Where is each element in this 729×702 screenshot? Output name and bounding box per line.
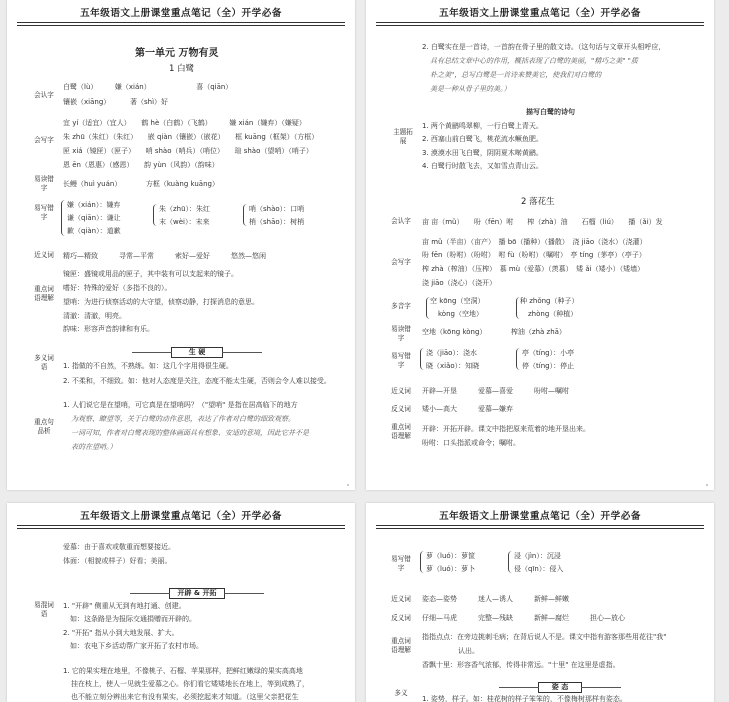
lesson-title: 2 落花生 <box>521 197 555 207</box>
label-zhongdian: 重点词语理解 <box>391 637 411 654</box>
label-duoyi: 多义 <box>394 689 408 697</box>
label-yixie: 易写错字 <box>34 204 54 221</box>
label-zhongdian: 重点词语理解 <box>391 423 411 440</box>
label-xiezi: 会写字 <box>34 136 54 144</box>
zhongdian-item: 认出。 <box>458 647 479 655</box>
compare-item: 如：农电下乡活动帮广家开拓了农村市场。 <box>63 642 203 650</box>
zhongdianju-line: 一词可知，作者对白鹭表现的整体画面具有想象、安适的意境，因此它并不是 <box>71 429 309 437</box>
yixie-item: 梢（shāo）：树梢 <box>249 218 305 226</box>
page-mark <box>706 484 708 486</box>
label-fanyi: 反义词 <box>391 405 411 413</box>
definition-line: 爱慕：由于喜欢或敬重而想要接近。 <box>63 543 175 551</box>
jinyi-line: 精巧—精致 寻常—平常 索好—爱好 悠然—悠闲 <box>63 252 266 260</box>
page-header: 五年级语文上册课堂重点笔记（全）开学必备 <box>17 7 345 23</box>
poem-line: 1. 两个黄鹂鸣翠柳，一行白鹭上青天。 <box>422 122 543 130</box>
brace <box>243 204 247 226</box>
label-tuozhan: 主题拓展 <box>393 128 413 145</box>
xiezi-line: 宜 yí（适宜）（宜人） 鹤 hè（白鹤）（飞鹤） 嫌 xián（嫌弃）（嫌疑） <box>63 119 306 127</box>
page-header: 五年级语文上册课堂重点笔记（全）开学必备 <box>376 7 704 23</box>
zhongdian-item: 指指点点：在旁边挑刺毛病；在背后说人不是。课文中指有游客那些用花往"我" <box>422 633 667 641</box>
notes-page-3 <box>7 503 355 702</box>
yixie-item: 末（wèi）：末来 <box>159 218 210 226</box>
xiezi-line: 朱 zhū（朱红）（朱红） 嵌 qiàn（镶嵌）（嵌花） 框 kuāng（框架）（方框） <box>63 133 319 141</box>
yidu-line: 长鳗（huì yuán） 方框（kuàng kuāng） <box>63 180 219 188</box>
xiezi-line: 亩 mǔ（半亩）（亩产） 播 bō（播种）（播散） 浇 jiāo（浇水）（浇灌） <box>422 238 647 246</box>
analysis-line: 具有总结文章中心的作用，概括表现了白鹭的美丽，"精巧之美" "质 <box>430 57 638 65</box>
zhongdian-item: 韵味：形容声音韵律和有乐。 <box>63 325 154 333</box>
definition-line: 体面：（相貌或样子）好看；美丽。 <box>63 557 172 565</box>
label-yixie: 易写错字 <box>391 352 411 369</box>
zhongdian-item: 吩咐：口头指派或命令；嘱咐。 <box>422 439 520 447</box>
label-jinyi: 近义词 <box>34 251 54 259</box>
label-yihun: 易混词语 <box>34 601 54 618</box>
jinyi-line: 姿态—姿势 迷人—诱人 新鲜—鲜嫩 <box>422 595 569 603</box>
label-yidu: 易读错字 <box>34 175 54 192</box>
label-zhongdian: 重点词语理解 <box>34 285 54 302</box>
passage-line: 挂在枝上，使人一见就生爱慕之心。你们看它矮矮地长在地上，等到成熟了， <box>71 680 309 688</box>
analysis-line: 2. 白鹭实在是一首诗，一首韵在骨子里的散文诗。（这句话与文章开头相呼应， <box>422 43 666 51</box>
compare-item: 1. "开辟" 侧重从无到有地打通、创建。 <box>63 602 186 610</box>
passage-line: 1. 它的果实埋在地里，不像桃子、石榴、苹果那样，把鲜红嫩绿的果实高高地 <box>63 667 303 675</box>
compare-box: 开辟 & 开拓 <box>169 588 225 599</box>
zhongdian-item: 清澈：清澈，明亮。 <box>63 312 126 320</box>
zhongdian-item: 镜匣：盛镜或用品的匣子，其中装有可以支起来的镜子。 <box>63 270 238 278</box>
zhongdianju-line: 为观察、瞭望等，关于白鹭的动作意思，表达了作者对白鹭的细致观察。 <box>71 415 295 423</box>
label-duoyi: 多义词语 <box>34 354 54 371</box>
yixie-item: 浇（jiāo）：浇水 <box>426 349 477 357</box>
passage-line: 也不能立刻分辨出来它有没有果实，必须挖起来才知道。（这里父亲把花生 <box>71 693 299 701</box>
yixie-item: 停（tíng）：停止 <box>522 362 575 370</box>
notes-page-4 <box>366 503 714 702</box>
yixie-item: 萝（luó）：萝筐 <box>426 552 476 560</box>
page-mark <box>347 484 349 486</box>
renzi-line: 镶嵌（xiāng） 著（shì）好 <box>63 98 169 106</box>
label-fanyi: 反义词 <box>391 614 411 622</box>
duoyin-item: 空 kōng（空洞） <box>430 297 485 305</box>
brace <box>61 200 65 236</box>
label-zhongdianju: 重点句品析 <box>34 418 54 435</box>
label-xiezi: 会写字 <box>391 258 411 266</box>
label-yixie: 易写错字 <box>391 555 411 572</box>
poem-line: 4. 白鹭行时散飞去，又如雪点青山云。 <box>422 162 543 170</box>
duoyin-item: zhòng（种植） <box>528 310 578 318</box>
yixie-item: 萝（luó）：萝卜 <box>426 565 476 573</box>
yixie-item: 歉（qiàn）：道歉 <box>67 227 121 235</box>
yixie-item: 晓（xiǎo）：知晓 <box>426 362 480 370</box>
xiezi-line: 匣 xiá（镜匣）（匣子） 哨 shào（哨兵）（哨位） 瑄 shào（望哨）（哨子） <box>63 147 313 155</box>
page-header: 五年级语文上册课堂重点笔记（全）开学必备 <box>17 510 345 526</box>
yixie-item: 嫌（xián）：嫌弃 <box>67 201 121 209</box>
analysis-line: 朴之美"，总写白鹭是一首诗来赞美它，使我们对白鹭的 <box>430 71 602 79</box>
yixie-item: 哨（shào）：口哨 <box>249 205 305 213</box>
duoyi-item: 2. 不柔和，不细致。如：他对人态度是关注，态度不能太生硬，否则会令人难以接受。 <box>63 377 331 385</box>
analysis-line: 美是一种从骨子里的美。） <box>430 85 511 93</box>
poem-line: 2. 西塞山前白鹭飞，桃花流水鳜鱼肥。 <box>422 135 543 143</box>
notes-page-1 <box>7 0 355 490</box>
poem-line: 3. 漠漠水田飞白鹭，阴阴夏木啭黄鹂。 <box>422 149 543 157</box>
duoyin-item: 种 zhǒng（种子） <box>520 297 579 305</box>
poem-section-title: 描写白鹭的诗句 <box>526 108 575 116</box>
fanyi-line: 矮小—高大 爱慕—嫌弃 <box>422 405 513 413</box>
brace <box>153 204 157 226</box>
notes-page-2 <box>366 0 714 490</box>
duoyi-word-box: 姿 态 <box>538 682 582 693</box>
xiezi-line: 榨 zhà（榨油）（压榨） 慕 mù（爱慕）（羡慕） 矮 ǎi（矮小）（矮墙） <box>422 265 645 273</box>
brace <box>508 551 512 573</box>
label-duoyin: 多音字 <box>391 302 411 310</box>
xiezi-line: 浇 jiāo（浇心）（浇开） <box>422 279 497 287</box>
zhongdian-item: 嗜好：特殊的爱好（多指不良的）。 <box>63 284 172 292</box>
zhongdian-item: 香飘十里：形容香气浓郁，传得非常远。"十里" 在这里是虚指。 <box>422 661 620 669</box>
fanyi-line: 仔细—马虎 完整—残缺 新鲜—腐烂 担心—放心 <box>422 614 625 622</box>
yixie-item: 亭（tíng）：小亭 <box>522 349 575 357</box>
xiezi-line: 吩 fēn（吩咐）（吩咐） 咐 fù（吩咐）（嘱咐） 亭 tíng（茅亭）（亭子） <box>422 251 646 259</box>
zhongdianju-line: 表的在望哨。） <box>71 443 117 451</box>
renzi-line: 白鹭（lù） 嫌（xián） 喜（qiān） <box>63 83 233 91</box>
duoyi-word-box: 生 硬 <box>171 347 223 358</box>
yixie-item: 浸（jìn）：沉浸 <box>514 552 561 560</box>
label-jinyi: 近义词 <box>391 595 411 603</box>
duoyi-item: 1. 指做的不自然，不熟练。如：这几个字用得很生硬。 <box>63 362 233 370</box>
brace <box>420 551 424 573</box>
compare-item: 2. "开拓" 指从小到大地发展、扩大。 <box>63 629 179 637</box>
yixie-item: 朱（zhū）：朱红 <box>159 205 211 213</box>
renzi-line: 亩 亩（mǔ） 吩（fēn）咐 榨（zhà）油 石榴（liú） 播（ǎi）发 <box>422 218 663 226</box>
duoyi-item: 1. 姿势，样子。如：桂花树的样子笨笨的，不像梅树那样有姿态。 <box>422 695 627 702</box>
xiezi-line: 恩 ēn（恩惠）（感恩） 韵 yùn（风韵）（韵味） <box>63 161 219 169</box>
label-yidu: 易读错字 <box>391 325 411 342</box>
brace <box>516 348 520 370</box>
zhongdian-item: 开辟：开拓开辟。课文中指把原来荒着的地开垦出来。 <box>422 425 590 433</box>
yidu-line: 空地（kōng kòng） 榨油（zhà zhā） <box>422 328 566 336</box>
yixie-item: 谦（qiān）：谦让 <box>67 214 121 222</box>
yixie-item: 侵（qīn）：侵入 <box>514 565 564 573</box>
unit-title: 第一单元 万物有灵 <box>135 48 219 59</box>
duoyin-item: kòng（空地） <box>438 310 483 318</box>
lesson-title: 1 白鹭 <box>169 64 195 74</box>
zhongdian-item: 望哨：为进行侦察活动的大守望，侦察动静，打探消息的意思。 <box>63 298 259 306</box>
label-jinyi: 近义词 <box>391 387 411 395</box>
brace <box>420 348 424 370</box>
page-header: 五年级语文上册课堂重点笔记（全）开学必备 <box>376 510 704 526</box>
label-renzi: 会认字 <box>34 91 54 99</box>
jinyi-line: 开辟—开垦 爱慕—喜爱 吩咐—嘱咐 <box>422 387 569 395</box>
label-renzi: 会认字 <box>391 217 411 225</box>
compare-item: 如：这条路是为报际交通捐赠而开辟的。 <box>63 615 196 623</box>
zhongdianju-line: 1. 人们说它是在望哨，可它真是在望哨吗？（"望哨" 是指在居高临下的地方 <box>63 401 298 409</box>
